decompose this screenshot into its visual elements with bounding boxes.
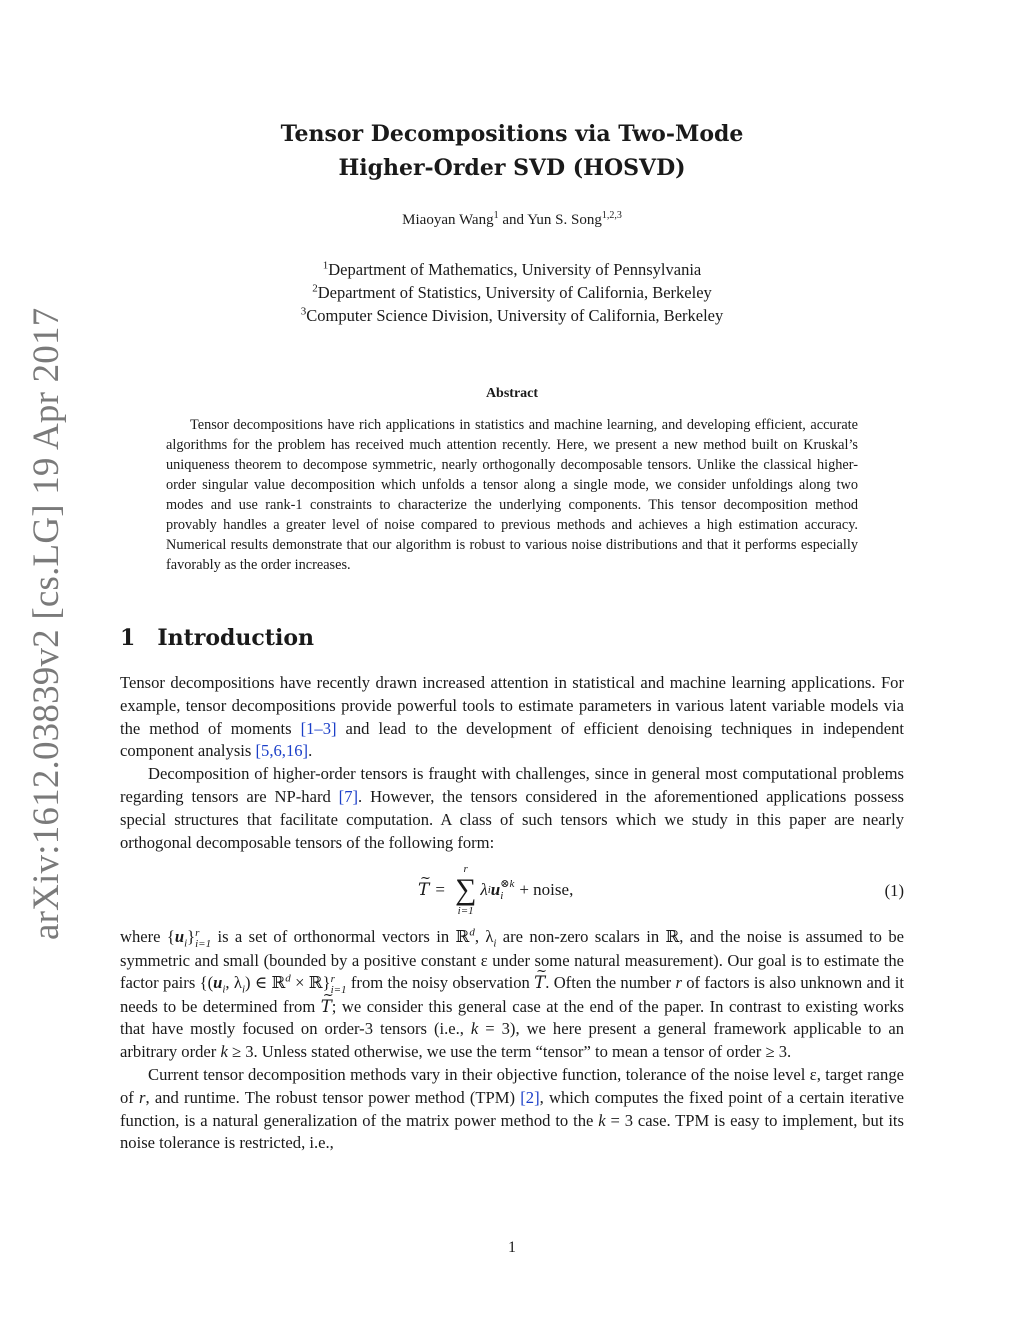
tensor-symbol: ~ T: [321, 996, 332, 1019]
paragraph: [120, 672, 904, 763]
paper-title: [120, 117, 904, 185]
text-run: , λ: [225, 973, 242, 993]
abstract-body: [166, 415, 858, 575]
arxiv-stamp: arXiv:1612.03839v2 [cs.LG] 19 Apr 2017: [25, 307, 67, 940]
vector-symbol: u: [174, 927, 185, 947]
affiliation-sup: 2: [312, 282, 318, 295]
text-run: . However, the tensors considered in the aforementioned applications possess special structures that facilitate computation. A class of such tensors which we study in this paper are nearly orthogonal decomposable tensors of the following form:: [120, 786, 904, 852]
sum-upper-limit: r: [463, 863, 468, 876]
author-affil-sup: 1: [493, 210, 499, 221]
author-conjunction: and: [502, 212, 525, 228]
text-run: , which computes the fixed point of a certain iterative function, is a natural generalization of the matrix power method to the: [120, 1087, 905, 1130]
summation: [455, 863, 476, 917]
superscript: ⊗k: [500, 878, 515, 891]
math-var: r: [675, 973, 682, 993]
text-run: . Often the number: [545, 973, 676, 993]
subscript: i: [184, 937, 188, 950]
superscript: d: [469, 926, 475, 939]
superscript: d: [285, 972, 291, 985]
text-run: where {: [120, 927, 175, 947]
subscript: i=1: [330, 983, 347, 996]
author-name: Yun S. Song: [527, 212, 602, 228]
paragraph: [120, 763, 904, 854]
author-name: Miaoyan Wang: [402, 212, 494, 228]
text-run: ≥ 3. Unless stated otherwise, we use the term “tensor” to mean a tensor of order ≥ 3.: [227, 1042, 792, 1062]
paragraph: [120, 1064, 904, 1155]
math-var: k: [470, 1019, 479, 1039]
page-number: 1: [508, 1239, 516, 1256]
text-run: = 3), we here present a general framework applicable to an arbitrary order: [120, 1019, 905, 1062]
text-run: Current tensor decomposition methods vary in their objective function, tolerance of the noise level ε, target range of: [120, 1064, 904, 1107]
text-run: = 3 case. TPM is easy to implement, but its noise tolerance is restricted, i.e.,: [120, 1110, 904, 1153]
affiliation-sup: 1: [322, 259, 329, 272]
equation-number: (1): [884, 881, 904, 901]
text-run: from the noisy observation: [346, 973, 535, 993]
tensor-symbol: ~ T: [534, 972, 545, 995]
abstract-text: Tensor decompositions have rich applications in statistics and machine learning, and developing efficient, accurate algorithms for the problem has received much attention recently. Here, we present a new method built on Kruskal’s uniqueness theorem to decompose symmetric, nearly orthogonally decomposable tensors. Unlike the classical higher-order singular value decomposition which unfolds a tensor along a single mode, we consider unfoldings along two modes and use rank-1 constraints to characterize the underlying components. This tensor decomposition method provably handles a greater level of noise compared to previous methods and achieves a high estimation accuracy. Numerical results demonstrate that our algorithm is robust to various noise distributions and that it performs especially favorably as the order increases.: [166, 417, 858, 573]
title-line-2: Higher-Order SVD (HOSVD): [338, 155, 686, 181]
citation-link[interactable]: [1–3]: [300, 718, 337, 738]
affiliation-text: Department of Mathematics, University of Pennsylvania: [328, 260, 702, 279]
subscript: i: [493, 937, 497, 950]
text-run: and lead to the development of efficient denoising techniques in independent component analysis: [120, 718, 904, 761]
vector-symbol: u: [213, 973, 223, 993]
text-run: are non-zero scalars in ℝ, and the noise is assumed to be symmetric and small (bounded by a positive constant ε under some natural measurement). Our goal is to estimate the factor pairs {(: [120, 927, 904, 993]
text-run: ; we consider this general case at the end of the paper. In contrast to existing works that have mostly focused on order-3 tensors (i.e.,: [120, 996, 904, 1039]
lambda-symbol: λ: [480, 879, 488, 899]
noise-term: + noise,: [519, 879, 574, 899]
citation-link[interactable]: 6,: [273, 741, 286, 761]
section-body: [120, 672, 904, 1155]
text-run: Tensor decompositions have recently drawn increased attention in statistical and machine learning applications. For example, tensor decompositions provide powerful tools to estimate parameters in various latent variable models via the method of moments: [120, 673, 904, 738]
text-run: is a set of orthonormal vectors in ℝ: [211, 927, 470, 947]
citation-link[interactable]: [5,: [255, 741, 274, 761]
section-title: Introduction: [157, 625, 314, 651]
citation-link[interactable]: [7]: [338, 786, 359, 806]
subscript: i: [500, 890, 504, 903]
author-affil-sup: 1,2,3: [601, 210, 622, 221]
title-line-1: Tensor Decompositions via Two-Mode: [280, 121, 744, 147]
section-heading: [120, 625, 314, 651]
math-var: k: [598, 1110, 606, 1130]
superscript: r: [195, 926, 200, 939]
affiliation-text: Department of Statistics, University of California, Berkeley: [317, 283, 712, 302]
vector-symbol: u: [490, 879, 501, 899]
superscript: r: [330, 972, 335, 985]
text-run: }: [187, 927, 196, 947]
abstract-heading: Abstract: [485, 386, 539, 401]
text-run: ) ∈ ℝ: [245, 973, 286, 993]
text-run: .: [308, 741, 313, 761]
section-number: 1: [120, 625, 136, 651]
paragraph: [120, 926, 904, 1064]
affiliation-text: Computer Science Division, University of California, Berkeley: [306, 306, 724, 325]
tensor-symbol: ~ T: [418, 879, 429, 902]
citation-link[interactable]: 16]: [285, 741, 309, 761]
citation-link[interactable]: [2]: [520, 1087, 540, 1107]
affiliation-line: [120, 281, 904, 304]
text-run: of factors is also unknown and it needs to be determined from: [120, 973, 904, 1016]
math-var: r: [139, 1087, 146, 1107]
text-run: , and runtime. The robust tensor power method (TPM): [145, 1087, 521, 1107]
math-var: k: [220, 1042, 228, 1062]
equation-1: [120, 856, 904, 924]
affiliation-line: [120, 258, 904, 281]
equals-sign: =: [435, 879, 445, 899]
text-run: × ℝ}: [290, 973, 331, 993]
text-run: Decomposition of higher-order tensors is fraught with challenges, since in general most computational problems regarding tensors are NP-hard: [120, 764, 904, 806]
affiliation-line: [120, 304, 904, 327]
affiliations: [120, 258, 904, 327]
text-run: , λ: [474, 927, 494, 947]
sigma-symbol: ∑: [454, 873, 477, 907]
subscript: i=1: [195, 937, 212, 950]
author-list: [120, 212, 904, 229]
equation-body: ~ T = r ∑ i=1 λ i u ⊗k i + noise,: [418, 860, 573, 920]
sub-sup-stack: [195, 928, 211, 950]
subscript: i: [241, 983, 245, 996]
subscript: i: [222, 983, 226, 996]
affiliation-sup: 3: [300, 305, 307, 318]
sub-sup-stack: [500, 878, 514, 902]
sum-lower-limit: i=1: [457, 905, 474, 918]
